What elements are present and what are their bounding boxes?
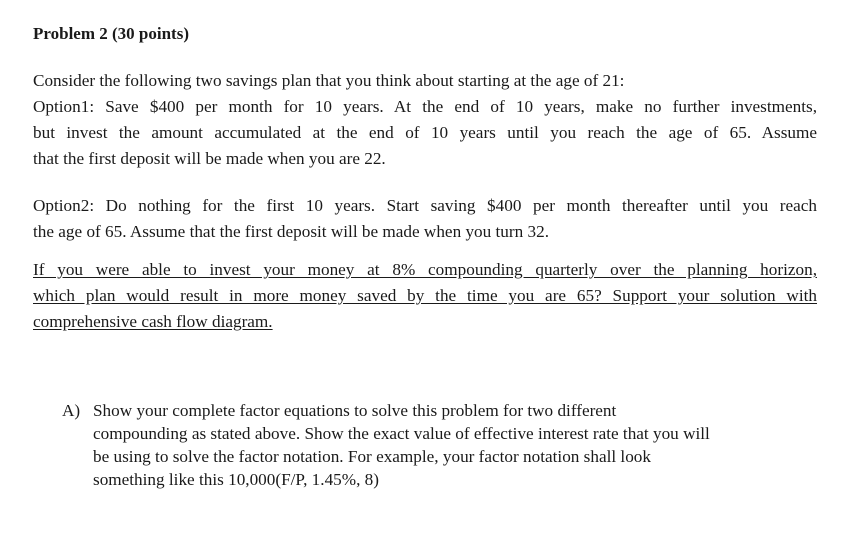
paragraph2-line: the age of 65. Assume that the first deposit will be made when you turn 32.: [33, 222, 550, 241]
paragraph3-line: which plan would result in more money saved by the time you are 65? Support your solution with: [33, 286, 817, 305]
option2-description: [33, 193, 817, 245]
paragraph3-line: comprehensive cash flow diagram.: [33, 312, 273, 331]
question-a-line: be using to solve the factor notation. For example, your factor notation shall look: [93, 447, 651, 466]
question-a-line: something like this 10,000(F/P, 1.45%, 8): [93, 470, 379, 489]
paragraph1-line: Option1: Save $400 per month for 10 years. At the end of 10 years, make no further investments,: [33, 97, 817, 116]
paragraph1-line: Consider the following two savings plan that you think about starting at the age of 21:: [33, 71, 625, 90]
paragraph1-line: that the first deposit will be made when you are 22.: [33, 149, 386, 168]
question-a-line: compounding as stated above. Show the exact value of effective interest rate that you will: [93, 424, 710, 443]
problem-heading: Problem 2 (30 points): [33, 24, 189, 43]
paragraph1-line: but invest the amount accumulated at the end of 10 years until you reach the age of 65. Assume: [33, 123, 817, 142]
question-statement: [33, 257, 817, 335]
paragraph3-line: If you were able to invest your money at 8% compounding quarterly over the planning horizon,: [33, 260, 817, 279]
savings-plan-description: [33, 68, 817, 172]
question-a-label: A): [62, 401, 81, 420]
paragraph2-line: Option2: Do nothing for the first 10 years. Start saving $400 per month thereafter until you reach: [33, 196, 817, 215]
question-a-body: [93, 399, 817, 491]
question-a-line: Show your complete factor equations to solve this problem for two different: [93, 401, 617, 420]
